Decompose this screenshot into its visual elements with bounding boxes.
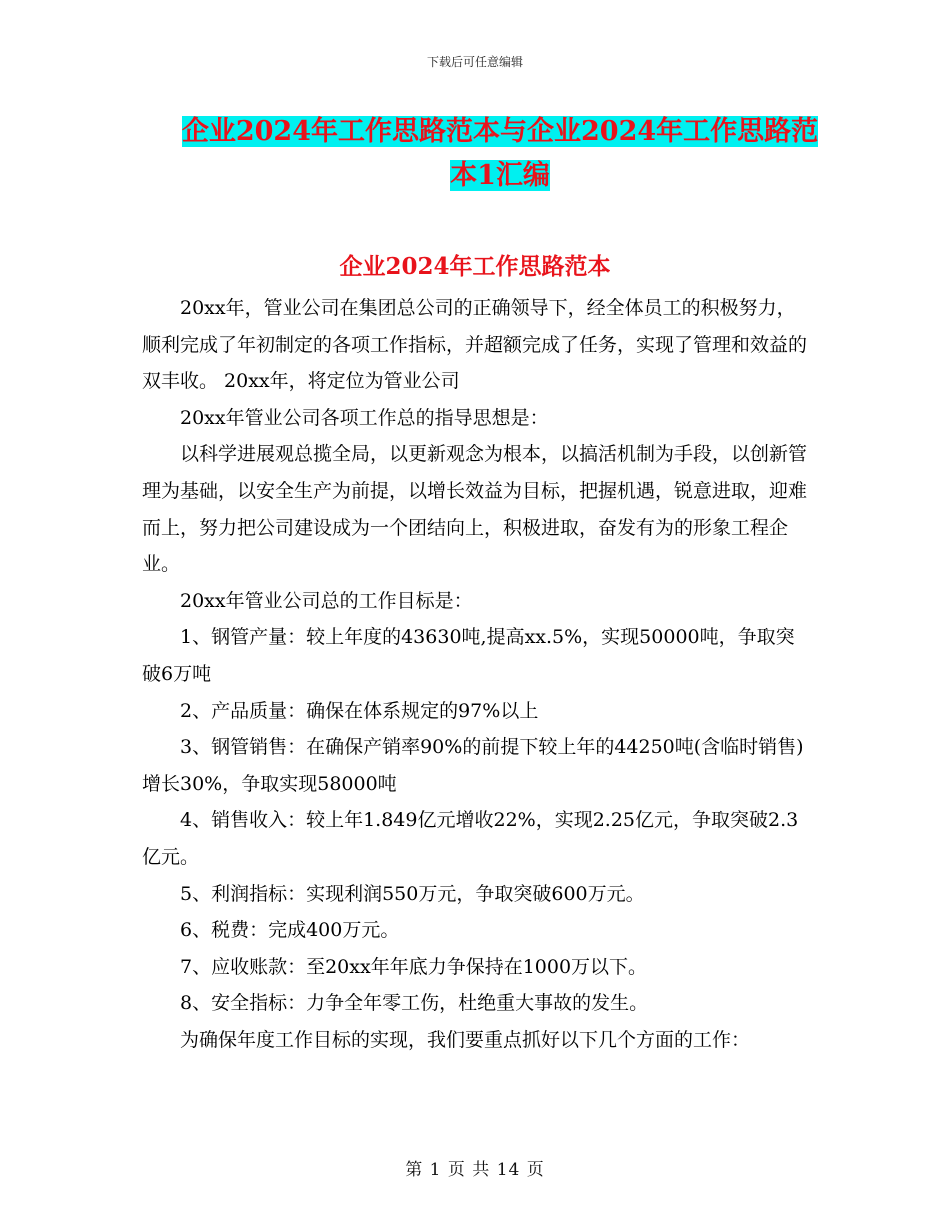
paragraph: 5、利润指标：实现利润550万元，争取突破600万元。 bbox=[180, 882, 645, 905]
document-body bbox=[142, 290, 810, 1058]
paragraph: 4、销售收入：较上年1.849亿元增收22%，实现2.25亿元，争取突破2.3亿元。 bbox=[142, 809, 799, 868]
paragraph: 6、税费：完成400万元。 bbox=[180, 919, 400, 942]
paragraph: 7、应收账款：至20xx年年底力争保持在1000万以下。 bbox=[180, 955, 648, 978]
paragraph: 20xx年管业公司各项工作总的指导思想是： bbox=[180, 406, 549, 429]
paragraph: 3、钢管销售：在确保产销率90%的前提下较上年的44250吨(含临时销售)增长30%，争取实现58000吨 bbox=[142, 736, 804, 795]
paragraph: 8、安全指标：力争全年零工伤，杜绝重大事故的发生。 bbox=[180, 992, 649, 1015]
document-title-line-2: 本1汇编 bbox=[450, 160, 550, 191]
page-number: 第 1 页 共 14 页 bbox=[405, 1160, 545, 1180]
document-title bbox=[180, 110, 820, 198]
paragraph: 1、钢管产量：较上年度的43630吨,提高xx.5%，实现50000吨，争取突破6万吨 bbox=[142, 626, 795, 685]
paragraph: 20xx年管业公司总的工作目标是： bbox=[180, 589, 473, 612]
header-note: 下载后可任意编辑 bbox=[426, 55, 523, 69]
paragraph: 为确保年度工作目标的实现，我们要重点抓好以下几个方面的工作： bbox=[180, 1028, 751, 1051]
paragraph: 20xx年，管业公司在集团总公司的正确领导下，经全体员工的积极努力，顺利完成了年初制定的各项工作指标，并超额完成了任务，实现了管理和效益的双丰收。 20xx年，将定位为管业公司 bbox=[142, 297, 808, 393]
section-title: 企业2024年工作思路范本 bbox=[339, 253, 611, 280]
paragraph: 以科学进展观总揽全局，以更新观念为根本，以搞活机制为手段，以创新管理为基础，以安全生产为前提，以增长效益为目标，把握机遇，锐意进取，迎难而上，努力把公司建设成为一个团结向上，积极进取，奋发有为的形象工程企业。 bbox=[142, 443, 808, 576]
document-title-line-1: 企业2024年工作思路范本与企业2024年工作思路范 bbox=[181, 116, 819, 147]
paragraph: 2、产品质量：确保在体系规定的97%以上 bbox=[180, 699, 539, 722]
